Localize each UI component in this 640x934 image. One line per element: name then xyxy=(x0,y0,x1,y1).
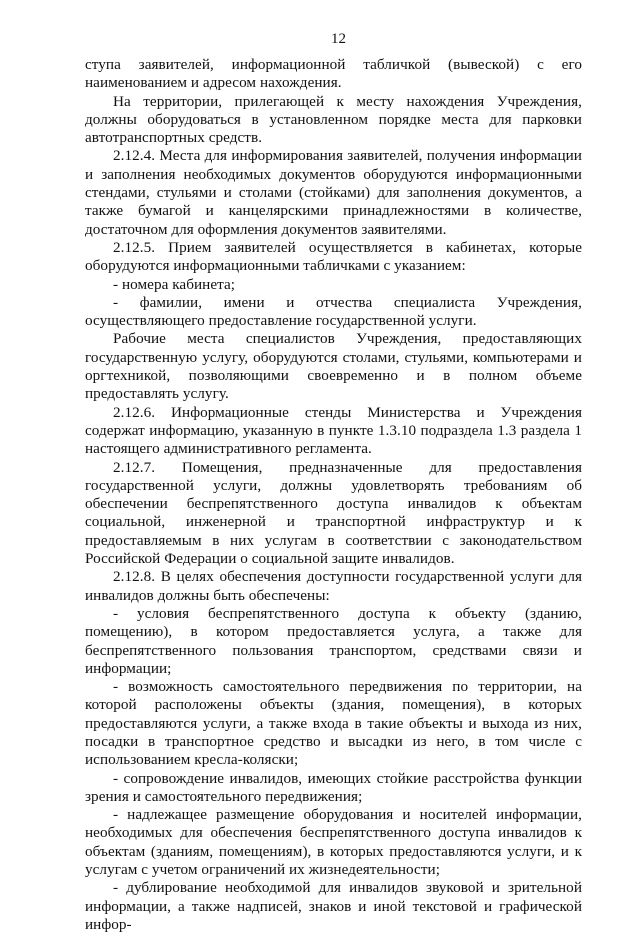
paragraph-p10: - условия беспрепятственного доступа к объекту (зданию, помещению), в котором предоставляется услуга, а также для беспрепятственного пользования транспортом, средствами связи и информации; xyxy=(85,604,582,677)
paragraph-p14: - дублирование необходимой для инвалидов звуковой и зрительной информации, а также надписей, знаков и иной текстовой и графической инфор- xyxy=(85,879,582,933)
page-number: 12 xyxy=(331,31,346,47)
paragraph-p11: - возможность самостоятельного передвижения по территории, на которой расположены объекты (здания, помещения), в которых предоставляются услуги, а также входа в такие объекты и выхода из них, посадки в транспортное средство и высадки из него, в том числе с использованием кресла-коляски; xyxy=(85,678,582,769)
paragraph-p13: - надлежащее размещение оборудования и носителей информации, необходимых для обеспечения беспрепятственного доступа инвалидов к объектам (зданиям, помещениям), в которых предоставляются услуги, и к услугам с учетом ограничений их жизнедеятельности; xyxy=(85,806,582,879)
paragraph-p8: 2.12.7. Помещения, предназначенные для предоставления государственной услуги, должны удовлетворять требованиям об обеспечении беспрепятственного доступа инвалидов к объектам социальной, инженерной и транспортной инфраструктур и к предоставляемым в них услугам в соответствии с законодательством Российской Федерации о социальной защите инвалидов. xyxy=(85,458,582,568)
paragraph-p5: - фамилии, имени и отчества специалиста Учреждения, осуществляющего предоставление государственной услуги. xyxy=(85,293,582,330)
paragraph-p7: 2.12.6. Информационные стенды Министерства и Учреждения содержат информацию, указанную в пункте 1.3.10 подраздела 1.3 раздела 1 настоящего административного регламента. xyxy=(85,403,582,458)
document-body xyxy=(85,56,582,934)
paragraph-p12: - сопровождение инвалидов, имеющих стойкие расстройства функции зрения и самостоятельного передвижения; xyxy=(85,769,582,805)
paragraph-p6: Рабочие места специалистов Учреждения, предоставляющих государственную услугу, оборудуются столами, стульями, компьютерами и оргтехникой, позволяющими своевременно и в полном объеме предоставлять услугу. xyxy=(85,330,582,403)
paragraph-p1: На территории, прилегающей к месту нахождения Учреждения, должны оборудоваться в установленном порядке места для парковки автотранспортных средств. xyxy=(85,92,582,147)
paragraph-p0: ступа заявителей, информационной табличкой (вывеской) с его наименованием и адресом нахождения. xyxy=(85,56,582,92)
paragraph-p9: 2.12.8. В целях обеспечения доступности государственной услуги для инвалидов должны быть обеспечены: xyxy=(85,568,582,604)
paragraph-p4: - номера кабинета; xyxy=(113,275,236,293)
paragraph-p2: 2.12.4. Места для информирования заявителей, получения информации и заполнения необходимых документов оборудуются информационными стендами, стульями и столами (стойками) для заполнения документов, а также бумагой и канцелярскими принадлежностями в количестве, достаточном для оформления документов заявителями. xyxy=(85,147,582,238)
paragraph-p3: 2.12.5. Прием заявителей осуществляется в кабинетах, которые оборудуются информационными табличками с указанием: xyxy=(85,238,582,275)
